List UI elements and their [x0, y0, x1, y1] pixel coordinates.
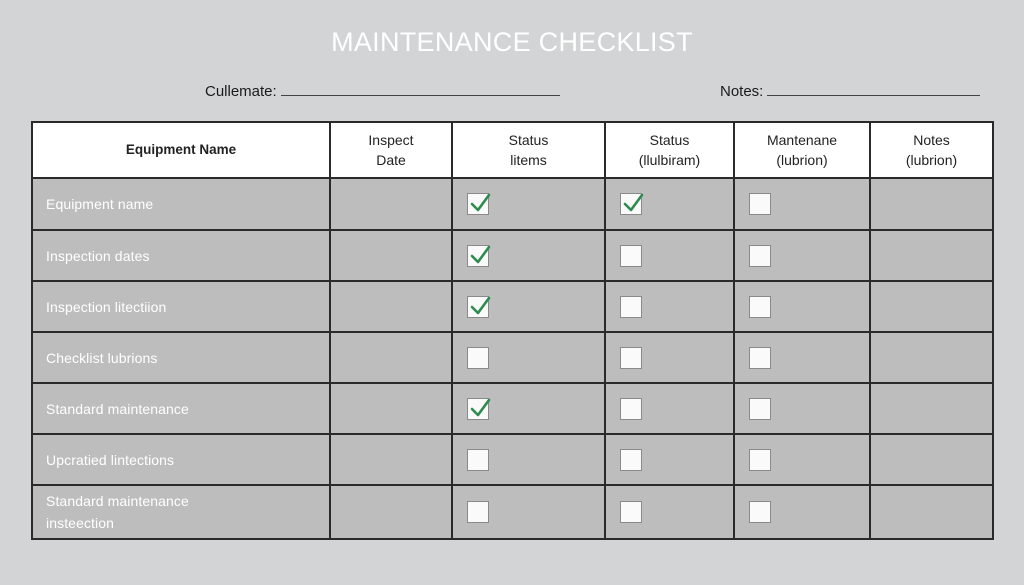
- equipment-name-cell: [32, 178, 330, 230]
- column-header-equipment-name: [32, 122, 330, 178]
- checkbox-unchecked[interactable]: [467, 347, 489, 369]
- checkbox-checked[interactable]: [467, 193, 489, 215]
- checkbox-cell: [452, 281, 605, 332]
- checkbox-checked[interactable]: [467, 398, 489, 420]
- checkmark-icon: [469, 192, 491, 214]
- equipment-name-text: Inspection litectiion: [46, 298, 167, 315]
- checkbox-unchecked[interactable]: [749, 501, 771, 523]
- equipment-name-text: Standard maintenance: [46, 400, 189, 417]
- column-header-notes: [870, 122, 993, 178]
- column-header-subtext: Date: [376, 152, 406, 168]
- checkbox-cell: [734, 383, 870, 434]
- equipment-name-cell: [32, 332, 330, 383]
- checkbox-unchecked[interactable]: [749, 398, 771, 420]
- checkbox-checked[interactable]: [467, 296, 489, 318]
- column-header-subtext: (llulbiram): [638, 152, 701, 168]
- table-row: [32, 434, 993, 485]
- checkbox-cell: [452, 383, 605, 434]
- checkbox-unchecked[interactable]: [467, 501, 489, 523]
- checkbox-unchecked[interactable]: [749, 193, 771, 215]
- notes-cell[interactable]: [870, 332, 993, 383]
- checkbox-unchecked[interactable]: [620, 449, 642, 471]
- checkbox-unchecked[interactable]: [620, 501, 642, 523]
- checkbox-cell: [734, 281, 870, 332]
- checkbox-cell: [452, 230, 605, 281]
- checkbox-cell: [452, 332, 605, 383]
- equipment-name-cell: [32, 383, 330, 434]
- column-header-subtext: (lubrion): [905, 152, 958, 168]
- inspect-date-cell[interactable]: [330, 434, 452, 485]
- equipment-name-text: Equipment name: [46, 196, 154, 212]
- checkbox-cell: [734, 485, 870, 539]
- checkbox-cell: [605, 383, 734, 434]
- checkbox-cell: [734, 332, 870, 383]
- checkbox-checked[interactable]: [620, 193, 642, 215]
- cullemate-input-line[interactable]: [281, 82, 560, 96]
- table-row: [32, 383, 993, 434]
- checkbox-cell: [605, 434, 734, 485]
- checkbox-cell: [605, 332, 734, 383]
- checkbox-checked[interactable]: [467, 245, 489, 267]
- table-row: [32, 281, 993, 332]
- checkmark-icon: [622, 192, 644, 214]
- inspect-date-cell[interactable]: [330, 383, 452, 434]
- checklist-table: [31, 121, 994, 540]
- checkbox-cell: [605, 178, 734, 230]
- checkbox-unchecked[interactable]: [620, 398, 642, 420]
- checkbox-unchecked[interactable]: [749, 296, 771, 318]
- checkbox-cell: [734, 178, 870, 230]
- checkbox-cell: [734, 230, 870, 281]
- cullemate-label: Cullemate:: [205, 83, 277, 100]
- checkbox-cell: [605, 485, 734, 539]
- checkbox-unchecked[interactable]: [467, 449, 489, 471]
- equipment-name-cell: [32, 485, 330, 539]
- inspect-date-cell[interactable]: [330, 485, 452, 539]
- column-header-text: Status: [649, 132, 690, 148]
- header-row: [32, 122, 993, 178]
- equipment-name-text: Upcratied lintections: [46, 451, 175, 468]
- column-header-text: Mantenane: [766, 132, 838, 148]
- checkbox-cell: [452, 178, 605, 230]
- checkbox-cell: [605, 281, 734, 332]
- equipment-name-text: Standard maintenance: [46, 493, 189, 509]
- inspect-date-cell[interactable]: [330, 332, 452, 383]
- column-header-maintenance: [734, 122, 870, 178]
- checkbox-cell: [734, 434, 870, 485]
- equipment-name-cell: [32, 281, 330, 332]
- cullemate-field: [205, 82, 560, 100]
- column-header-text: Notes: [913, 132, 950, 148]
- equipment-name-text: Checklist lubrions: [46, 349, 158, 366]
- checkbox-unchecked[interactable]: [620, 245, 642, 267]
- inspect-date-cell[interactable]: [330, 178, 452, 230]
- column-header-status-items: [452, 122, 605, 178]
- notes-cell[interactable]: [870, 434, 993, 485]
- checkmark-icon: [469, 397, 491, 419]
- equipment-name-text: insteection: [46, 515, 115, 531]
- page-title: MAINTENANCE CHECKLIST: [331, 27, 693, 57]
- checkbox-cell: [605, 230, 734, 281]
- inspect-date-cell[interactable]: [330, 281, 452, 332]
- equipment-name-cell: [32, 434, 330, 485]
- table-row: [32, 332, 993, 383]
- checkbox-unchecked[interactable]: [620, 347, 642, 369]
- notes-label: Notes:: [720, 83, 764, 100]
- table-row: [32, 178, 993, 230]
- notes-input-line[interactable]: [767, 82, 980, 96]
- notes-cell[interactable]: [870, 383, 993, 434]
- notes-cell[interactable]: [870, 485, 993, 539]
- table-row: [32, 485, 993, 539]
- column-header-text: Inspect: [368, 132, 414, 148]
- table-row: [32, 230, 993, 281]
- checkbox-unchecked[interactable]: [749, 449, 771, 471]
- column-header-status: [605, 122, 734, 178]
- checkbox-cell: [452, 434, 605, 485]
- notes-field: [720, 82, 980, 100]
- column-header-inspect-date: [330, 122, 452, 178]
- notes-cell[interactable]: [870, 281, 993, 332]
- checkbox-unchecked[interactable]: [620, 296, 642, 318]
- inspect-date-cell[interactable]: [330, 230, 452, 281]
- checkbox-cell: [452, 485, 605, 539]
- column-header-text: Status: [508, 132, 549, 148]
- column-header-text: Equipment Name: [125, 142, 237, 157]
- column-header-subtext: (lubrion): [776, 152, 828, 168]
- checkbox-unchecked[interactable]: [749, 245, 771, 267]
- equipment-name-text: Inspection dates: [46, 247, 150, 264]
- notes-cell[interactable]: [870, 178, 993, 230]
- checkmark-icon: [469, 244, 491, 266]
- equipment-name-cell: [32, 230, 330, 281]
- notes-cell[interactable]: [870, 230, 993, 281]
- checkmark-icon: [469, 295, 491, 317]
- checkbox-unchecked[interactable]: [749, 347, 771, 369]
- column-header-subtext: litems: [510, 152, 547, 168]
